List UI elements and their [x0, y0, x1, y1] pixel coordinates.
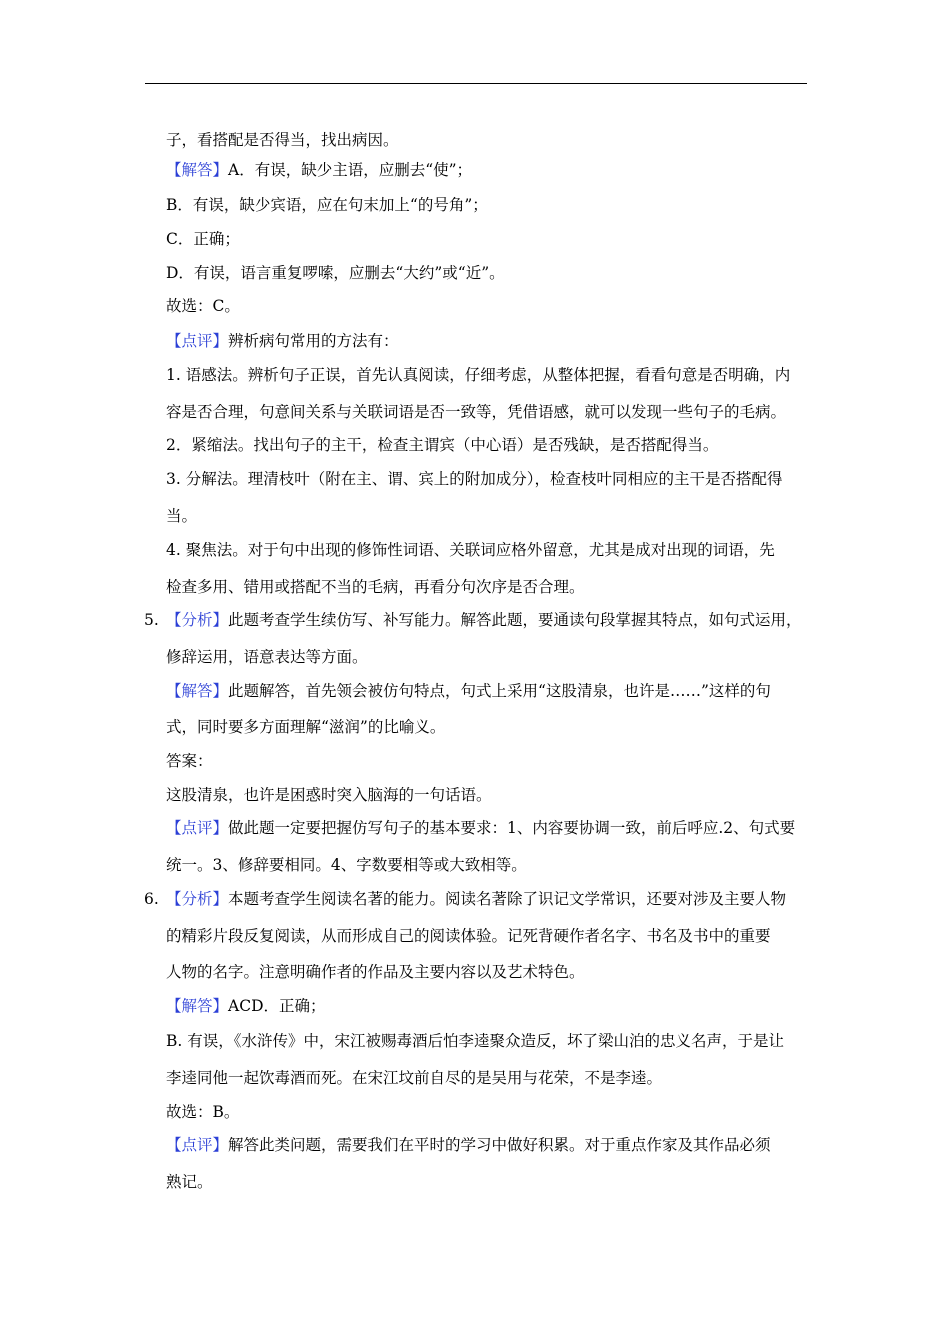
text-line: D．有误，语言重复啰嗦，应删去“大约”或“近”。 — [166, 264, 505, 282]
text-line: 李逵同他一起饮毒酒而死。在宋江坟前自尽的是吴用与花荣，不是李逵。 — [166, 1069, 663, 1087]
text-line: B. 有误，《水浒传》中，宋江被赐毒酒后怕李逵聚众造反，坏了梁山泊的忠义名声，于是让 — [166, 1032, 784, 1050]
comment-tag: 【点评】 — [166, 1136, 229, 1154]
text-line: 的精彩片段反复阅读，从而形成自己的阅读体验。记死背硬作者名字、书名及书中的重要 — [166, 927, 771, 945]
text-line: 这股清泉，也许是困惑时突入脑海的一句话语。 — [166, 786, 492, 804]
answer-tag: 【解答】 — [166, 997, 229, 1015]
comment-tag: 【点评】 — [166, 819, 229, 837]
text-line: 修辞运用，语意表达等方面。 — [166, 648, 368, 666]
analysis-line: 【分析】本题考查学生阅读名著的能力。阅读名著除了识记文学常识，还要对涉及主要人物 — [166, 890, 787, 908]
answer-line: 【解答】此题解答，首先领会被仿句特点，句式上采用“这股清泉，也许是……”这样的句 — [166, 682, 771, 700]
comment-line: 【点评】解答此类问题，需要我们在平时的学习中做好积累。对于重点作家及其作品必须 — [166, 1136, 771, 1154]
answer-tag: 【解答】 — [166, 682, 229, 700]
answer-line: 【解答】A．有误，缺少主语，应删去“使”； — [166, 161, 473, 179]
analysis-tag: 【分析】 — [166, 611, 229, 629]
header-rule — [145, 83, 807, 84]
answer-line: 【解答】ACD．正确； — [166, 997, 326, 1015]
text-line: 3. 分解法。理清枝叶（附在主、谓、宾上的附加成分），检查枝叶同相应的主干是否搭配得 — [166, 470, 783, 488]
comment-line: 【点评】辨析病句常用的方法有： — [166, 332, 399, 350]
question-number: 6. — [144, 890, 159, 908]
text-line: 人物的名字。注意明确作者的作品及主要内容以及艺术特色。 — [166, 963, 585, 981]
analysis-line: 【分析】此题考查学生续仿写、补写能力。解答此题，要通读句段掌握其特点，如句式运用， — [166, 611, 802, 629]
text-line: 容是否合理，句意间关系与关联词语是否一致等，凭借语感，就可以发现一些句子的毛病。 — [166, 403, 787, 421]
text-line: 4. 聚焦法。对于句中出现的修饰性词语、关联词应格外留意，尤其是成对出现的词语，先 — [166, 541, 775, 559]
text-line: 2．紧缩法。找出句子的主干，检查主谓宾（中心语）是否残缺，是否搭配得当。 — [166, 436, 719, 454]
answer-tag: 【解答】 — [166, 161, 229, 179]
text-line: 统一。3、修辞要相同。4、字数要相等或大致相等。 — [166, 856, 527, 874]
text-line: 当。 — [166, 507, 198, 525]
text-line: 式，同时要多方面理解“滋润”的比喻义。 — [166, 718, 446, 736]
comment-line: 【点评】做此题一定要把握仿写句子的基本要求：1、内容要协调一致，前后呼应.2、句式要 — [166, 819, 796, 837]
analysis-tag: 【分析】 — [166, 890, 229, 908]
text-line: 答案： — [166, 752, 213, 770]
text-line: 子，看搭配是否得当，找出病因。 — [166, 131, 399, 149]
comment-tag: 【点评】 — [166, 332, 229, 350]
question-number: 5. — [144, 611, 159, 629]
text-line: C．正确； — [166, 230, 240, 248]
text-line: 熟记。 — [166, 1173, 213, 1191]
text-line: 1. 语感法。辨析句子正误，首先认真阅读，仔细考虑，从整体把握，看看句意是否明确，内 — [166, 366, 791, 384]
text-line: 故选：C。 — [166, 297, 240, 315]
text-line: 故选：B。 — [166, 1103, 240, 1121]
text-line: B．有误，缺少宾语，应在句末加上“的号角”； — [166, 196, 488, 214]
text-line: 检查多用、错用或搭配不当的毛病，再看分句次序是否合理。 — [166, 578, 585, 596]
